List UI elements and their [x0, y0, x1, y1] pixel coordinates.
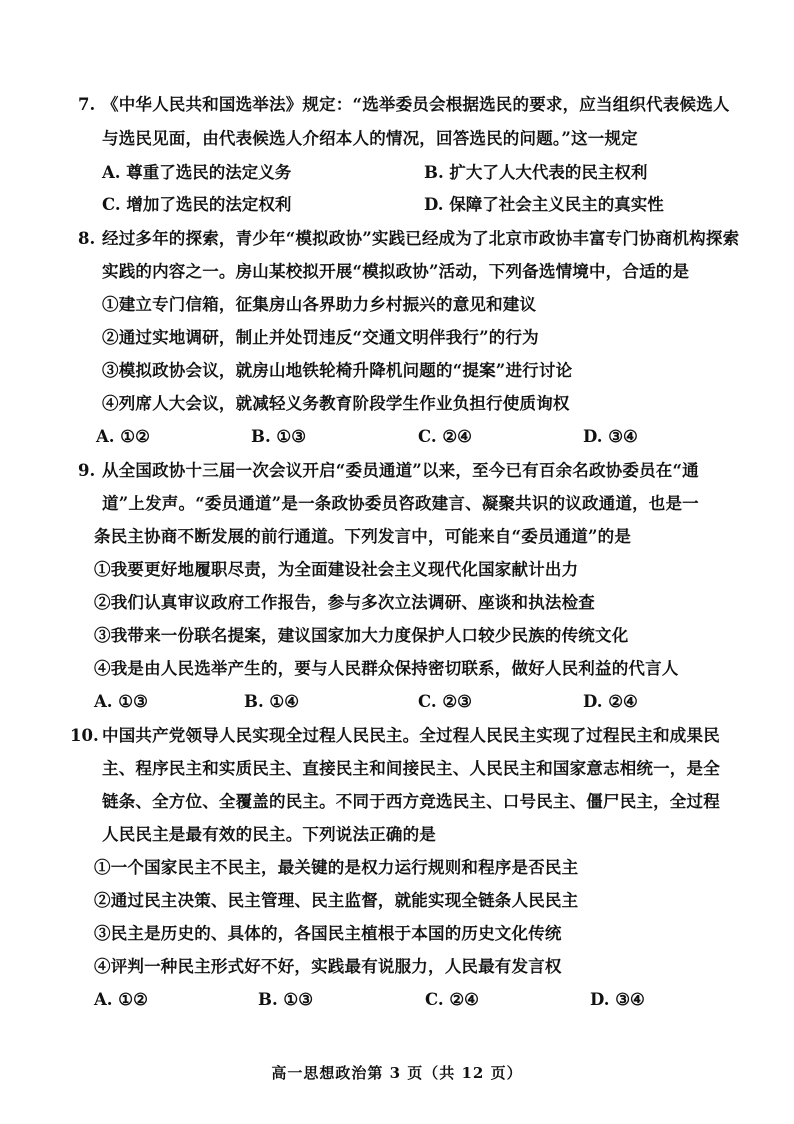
- question-8-option-c: C. ②④: [418, 427, 472, 446]
- question-8-option-a: A. ①②: [96, 427, 150, 446]
- question-10-option-c: C. ②④: [425, 990, 479, 1009]
- question-8-option-d: D. ③④: [583, 427, 638, 446]
- question-9-statement-1: ①我要更好地履职尽责，为全面建设社会主义现代化国家献计出力: [94, 560, 579, 579]
- question-9-line: 道”上发声。“委员通道”是一条政协委员咨政建言、凝聚共识的议政通道，也是一: [102, 494, 699, 513]
- question-9-statement-3: ③我带来一份联名提案，建议国家加大力度保护人口较少民族的传统文化: [94, 626, 629, 645]
- question-10-line: 人民民主是最有效的民主。下列说法正确的是: [102, 825, 436, 844]
- question-10-option-a: A. ①②: [94, 990, 148, 1009]
- question-8-statement-2: ②通过实地调研，制止并处罚违反“交通文明伴我行”的行为: [102, 328, 539, 347]
- question-7-option-c: C. 增加了选民的法定权利: [102, 195, 292, 214]
- question-8-statement-4: ④列席人大会议，就减轻义务教育阶段学生作业负担行使质询权: [102, 394, 570, 413]
- question-8-option-b: B. ①③: [251, 427, 307, 446]
- question-7-option-d: D. 保障了社会主义民主的真实性: [424, 195, 664, 214]
- question-10-statement-3: ③民主是历史的、具体的，各国民主植根于本国的历史文化传统: [94, 924, 562, 943]
- question-9-number: 9.: [78, 461, 96, 480]
- question-10-line: 主、程序民主和实质民主、直接民主和间接民主、人民民主和国家意志相统一，是全: [102, 759, 720, 778]
- question-9-option-d: D. ②④: [583, 692, 638, 711]
- question-8-line: 经过多年的探索，青少年“模拟政协”实践已经成为了北京市政协丰富专门协商机构探索: [102, 229, 740, 248]
- question-10-line: 中国共产党领导人民实现全过程人民民主。全过程人民民主实现了过程民主和成果民: [102, 726, 720, 745]
- question-7-number: 7.: [78, 95, 96, 114]
- question-9-statement-4: ④我是由人民选举产生的，要与人民群众保持密切联系，做好人民利益的代言人: [94, 659, 679, 678]
- question-10-option-b: B. ①③: [258, 990, 314, 1009]
- question-9-line: 条民主协商不断发展的前行通道。下列发言中，可能来自“委员通道”的是: [94, 527, 632, 546]
- question-10-number: 10.: [70, 726, 99, 745]
- question-7-option-a: A. 尊重了选民的法定义务: [102, 163, 292, 182]
- question-9-line: 从全国政协十三届一次会议开启“委员通道”以来，至今已有百余名政协委员在“通: [102, 461, 699, 480]
- question-10-statement-4: ④评判一种民主形式好不好，实践最有说服力，人民最有发言权: [94, 957, 562, 976]
- question-9-option-a: A. ①③: [94, 692, 148, 711]
- question-7-line: 《中华人民共和国选举法》规定：“选举委员会根据选民的要求，应当组织代表候选人: [102, 95, 730, 114]
- question-9-option-c: C. ②③: [418, 692, 472, 711]
- question-8-statement-1: ①建立专门信箱，征集房山各界助力乡村振兴的意见和建议: [102, 295, 537, 314]
- question-10-option-d: D. ③④: [590, 990, 645, 1009]
- question-7-option-b: B. 扩大了人大代表的民主权利: [424, 163, 648, 182]
- question-10-statement-2: ②通过民主决策、民主管理、民主监督，就能实现全链条人民民主: [94, 891, 579, 910]
- question-9-statement-2: ②我们认真审议政府工作报告，参与多次立法调研、座谈和执法检查: [94, 593, 595, 612]
- question-10-line: 链条、全方位、全覆盖的民主。不同于西方竞选民主、口号民主、僵尸民主，全过程: [102, 792, 720, 811]
- question-8-number: 8.: [78, 229, 96, 248]
- page-footer: 高一思想政治第 3 页（共 12 页）: [271, 1064, 523, 1082]
- question-9-option-b: B. ①④: [244, 692, 300, 711]
- question-8-line: 实践的内容之一。房山某校拟开展“模拟政协”活动，下列备选情境中，合适的是: [102, 262, 690, 281]
- question-8-statement-3: ③模拟政协会议，就房山地铁轮椅升降机问题的“提案”进行讨论: [102, 361, 573, 380]
- question-7-line: 与选民见面，由代表候选人介绍本人的情况，回答选民的问题。”这一规定: [102, 129, 638, 148]
- question-10-statement-1: ①一个国家民主不民主，最关键的是权力运行规则和程序是否民主: [94, 858, 579, 877]
